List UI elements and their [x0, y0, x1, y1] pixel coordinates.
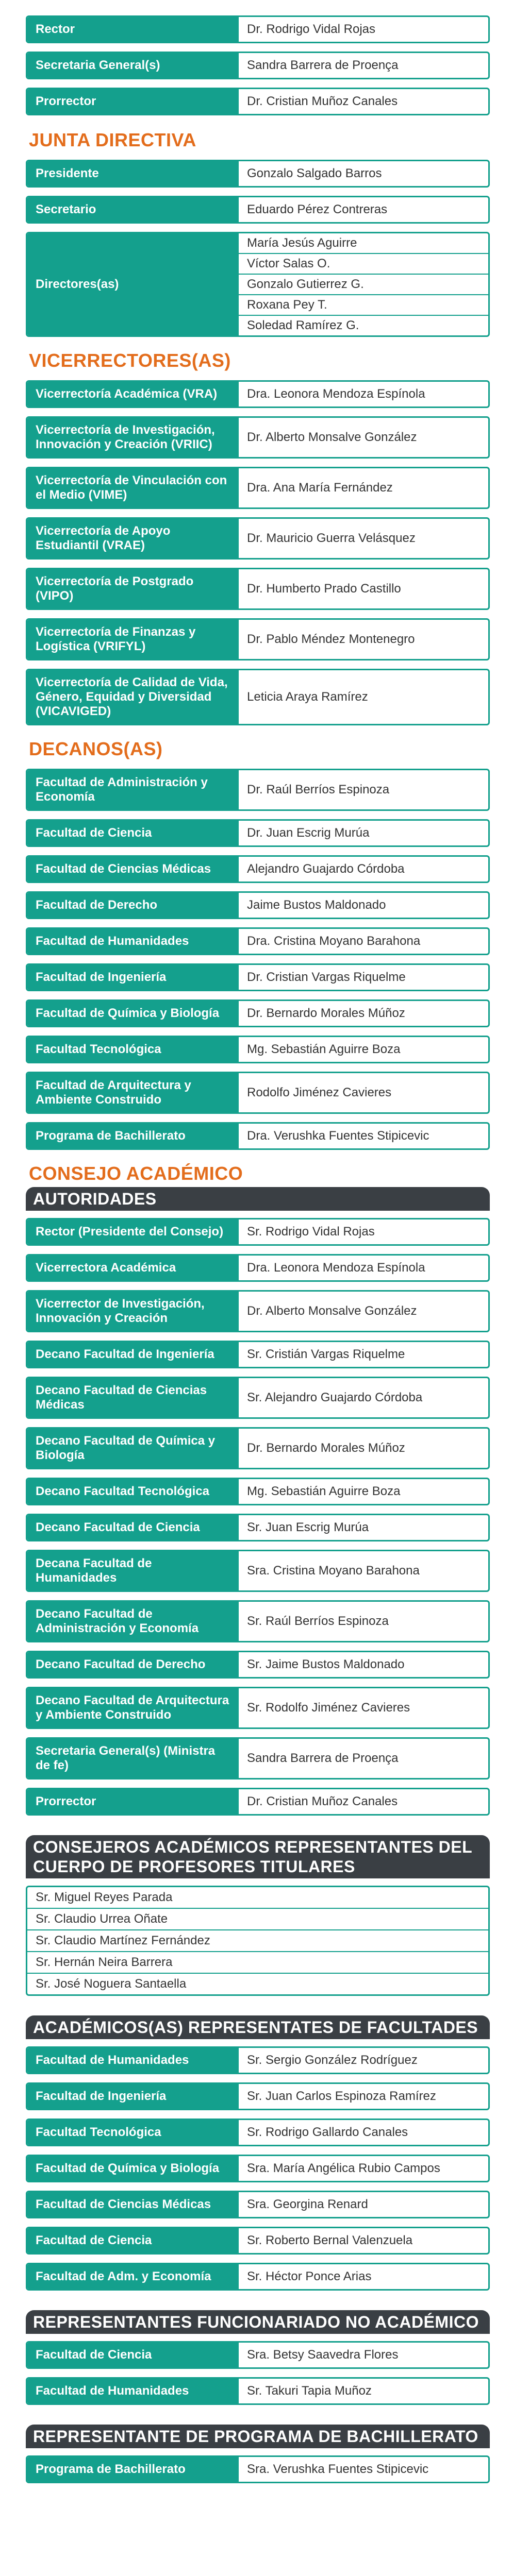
role-label: Rector — [27, 17, 239, 42]
authority-row — [26, 15, 490, 43]
junta-directiva-list — [26, 160, 490, 224]
top-authorities-list — [26, 15, 490, 115]
authorities-directory — [26, 15, 490, 2492]
role-label: Decano Facultad de Ciencias Médicas — [27, 1378, 239, 1417]
directores-label: Directores(as) — [27, 233, 239, 335]
decano-row — [26, 891, 490, 919]
autoridad-row — [26, 1218, 490, 1246]
person-name: Dra. Verushka Fuentes Stipicevic — [247, 1129, 429, 1143]
role-label: Facultad Tecnológica — [27, 2120, 239, 2145]
decano-row — [26, 769, 490, 811]
decanos-title: DECANOS(AS) — [29, 738, 163, 759]
role-label: Secretario — [27, 197, 239, 222]
consejero-name: Sr. Hernán Neira Barrera — [27, 1952, 488, 1974]
academico-row — [26, 2082, 490, 2110]
person-name: Dr. Cristian Muñoz Canales — [247, 94, 398, 108]
person-name: Leticia Araya Ramírez — [247, 690, 368, 704]
person-name: Dr. Bernardo Morales Múñoz — [247, 1006, 405, 1020]
role-label: Decano Facultad de Derecho — [27, 1652, 239, 1677]
vicerrector-row — [26, 568, 490, 610]
person-name: Dr. Alberto Monsalve González — [247, 1304, 417, 1318]
person-name: Sr. Sergio González Rodríguez — [247, 2053, 418, 2067]
role-label: Vicerrectoría de Finanzas y Logística (VRIFYL) — [27, 620, 239, 659]
person-name: Sr. Juan Escrig Murúa — [247, 1520, 369, 1534]
academico-row — [26, 2263, 490, 2291]
funcionario-row — [26, 2341, 490, 2369]
person-name: Dr. Cristian Vargas Riquelme — [247, 970, 406, 984]
person-name: Dr. Humberto Prado Castillo — [247, 582, 401, 596]
person-name: Sr. Roberto Bernal Valenzuela — [247, 2233, 413, 2247]
autoridad-row — [26, 1377, 490, 1419]
consejero-name: Sr. Claudio Martínez Fernández — [27, 1930, 488, 1952]
person-name: Sr. Raúl Berríos Espinoza — [247, 1614, 389, 1628]
person-name: Rodolfo Jiménez Cavieres — [247, 1086, 392, 1099]
person-name: Sra. Cristina Moyano Barahona — [247, 1564, 420, 1578]
role-label: Vicerrectoría de Apoyo Estudiantil (VRAE) — [27, 519, 239, 558]
vicerrector-row — [26, 517, 490, 560]
role-label: Facultad de Química y Biología — [27, 2156, 239, 2181]
role-label: Vicerrector de Investigación, Innovación y Creación — [27, 1292, 239, 1331]
role-label: Decano Facultad de Ciencia — [27, 1515, 239, 1540]
directores-row — [26, 232, 490, 337]
role-label: Facultad de Ciencias Médicas — [27, 857, 239, 882]
person-name: Sr. Cristián Vargas Riquelme — [247, 1347, 405, 1361]
role-label: Decano Facultad de Arquitectura y Ambiente Construido — [27, 1688, 239, 1727]
autoridad-row — [26, 1600, 490, 1642]
autoridad-row — [26, 1550, 490, 1592]
bachillerato-row — [26, 2455, 490, 2483]
director-name: Gonzalo Gutierrez G. — [239, 275, 488, 295]
role-label: Vicerrectora Académica — [27, 1256, 239, 1280]
bachillerato-list — [26, 2455, 490, 2483]
autoridades-header: AUTORIDADES — [26, 1187, 490, 1211]
person-name: Dra. Leonora Mendoza Espínola — [247, 387, 425, 401]
autoridad-row — [26, 1788, 490, 1816]
person-name: Dra. Cristina Moyano Barahona — [247, 934, 421, 948]
vicerrector-row — [26, 467, 490, 509]
decano-row — [26, 963, 490, 991]
funcionario-row — [26, 2377, 490, 2405]
person-name: Sr. Takuri Tapia Muñoz — [247, 2384, 372, 2398]
decano-row — [26, 855, 490, 883]
role-label: Decano Facultad de Ingeniería — [27, 1342, 239, 1367]
junta-row — [26, 160, 490, 188]
role-label: Programa de Bachillerato — [27, 2457, 239, 2482]
autoridad-row — [26, 1290, 490, 1332]
decano-row — [26, 999, 490, 1027]
role-label: Decana Facultad de Humanidades — [27, 1551, 239, 1590]
person-name: Sr. Jaime Bustos Maldonado — [247, 1657, 405, 1671]
role-label: Secretaria General(s) — [27, 53, 239, 78]
role-label: Facultad de Arquitectura y Ambiente Construido — [27, 1073, 239, 1112]
role-label: Prorrector — [27, 89, 239, 114]
role-label: Decano Facultad Tecnológica — [27, 1479, 239, 1504]
decanos-list — [26, 769, 490, 1150]
academicos-list — [26, 2046, 490, 2291]
vicerrector-row — [26, 618, 490, 660]
role-label: Facultad de Derecho — [27, 893, 239, 918]
person-name: Mg. Sebastián Aguirre Boza — [247, 1042, 401, 1056]
person-name: Dr. Bernardo Morales Múñoz — [247, 1441, 405, 1455]
role-label: Vicerrectoría de Vinculación con el Medio (VIME) — [27, 468, 239, 507]
role-label: Facultad de Química y Biología — [27, 1001, 239, 1026]
vicerrectores-title: VICERRECTORES(AS) — [29, 350, 231, 371]
authority-row — [26, 88, 490, 115]
director-name: Víctor Salas O. — [239, 254, 488, 275]
person-name: Sandra Barrera de Proença — [247, 1751, 399, 1765]
role-label: Facultad de Humanidades — [27, 2048, 239, 2073]
funcionariado-list — [26, 2341, 490, 2405]
role-label: Vicerrectoría de Investigación, Innovación y Creación (VRIIC) — [27, 418, 239, 457]
autoridad-row — [26, 1478, 490, 1505]
funcionariado-header: REPRESENTANTES FUNCIONARIADO NO ACADÉMICO — [26, 2310, 490, 2334]
consejeros-header: CONSEJEROS ACADÉMICOS REPRESENTANTES DEL CUERPO DE PROFESORES TITULARES — [26, 1835, 490, 1878]
director-name: Soledad Ramírez G. — [247, 318, 359, 332]
autoridades-list — [26, 1218, 490, 1816]
person-name: Dr. Cristian Muñoz Canales — [247, 1794, 398, 1808]
consejo-academico-title: CONSEJO ACADÉMICO — [29, 1163, 243, 1184]
role-label: Vicerrectoría Académica (VRA) — [27, 382, 239, 406]
autoridad-row — [26, 1737, 490, 1780]
role-label: Secretaria General(s) (Ministra de fe) — [27, 1739, 239, 1778]
director-name: María Jesús Aguirre — [239, 233, 488, 254]
role-label: Facultad de Ingeniería — [27, 2084, 239, 2109]
academico-row — [26, 2227, 490, 2255]
role-label: Facultad de Ciencia — [27, 821, 239, 845]
person-name: Sr. Rodrigo Gallardo Canales — [247, 2125, 408, 2139]
role-label: Facultad de Adm. y Economía — [27, 2264, 239, 2289]
authority-row — [26, 52, 490, 79]
autoridad-row — [26, 1687, 490, 1729]
person-name: Jaime Bustos Maldonado — [247, 898, 386, 912]
role-label: Vicerrectoría de Calidad de Vida, Género, Equidad y Diversidad (VICAVIGED) — [27, 670, 239, 724]
consejeros-list — [26, 1886, 490, 1996]
role-label: Prorrector — [27, 1789, 239, 1814]
academico-row — [26, 2155, 490, 2182]
role-label: Decano Facultad de Química y Biología — [27, 1429, 239, 1468]
person-name: Sra. María Angélica Rubio Campos — [247, 2161, 440, 2175]
person-name: Sr. Juan Carlos Espinoza Ramírez — [247, 2089, 436, 2103]
academico-row — [26, 2046, 490, 2074]
junta-directiva-title: JUNTA DIRECTIVA — [29, 129, 196, 150]
junta-row — [26, 196, 490, 224]
person-name: Sr. Alejandro Guajardo Córdoba — [247, 1391, 423, 1404]
vicerrectores-list — [26, 380, 490, 725]
autoridad-row — [26, 1427, 490, 1469]
bachillerato-header: REPRESENTANTE DE PROGRAMA DE BACHILLERATO — [26, 2425, 490, 2448]
person-name: Sr. Rodrigo Vidal Rojas — [247, 1225, 375, 1239]
person-name: Gonzalo Salgado Barros — [247, 166, 382, 180]
decano-row — [26, 1072, 490, 1114]
role-label: Facultad de Humanidades — [27, 929, 239, 954]
autoridad-row — [26, 1651, 490, 1679]
vicerrector-row — [26, 380, 490, 408]
person-name: Dr. Alberto Monsalve González — [247, 430, 417, 444]
autoridad-row — [26, 1514, 490, 1541]
person-name: Eduardo Pérez Contreras — [247, 202, 388, 216]
role-label: Decano Facultad de Administración y Economía — [27, 1602, 239, 1641]
person-name: Alejandro Guajardo Córdoba — [247, 862, 405, 876]
role-label: Facultad de Humanidades — [27, 2379, 239, 2403]
vicerrector-row — [26, 416, 490, 459]
person-name: Dr. Mauricio Guerra Velásquez — [247, 531, 416, 545]
person-name: Dr. Raúl Berríos Espinoza — [247, 783, 390, 796]
person-name: Dr. Juan Escrig Murúa — [247, 826, 370, 840]
autoridad-row — [26, 1254, 490, 1282]
role-label: Vicerrectoría de Postgrado (VIPO) — [27, 569, 239, 608]
person-name: Sra. Verushka Fuentes Stipicevic — [247, 2462, 429, 2476]
role-label: Rector (Presidente del Consejo) — [27, 1219, 239, 1244]
role-label: Facultad Tecnológica — [27, 1037, 239, 1062]
person-name: Dra. Ana María Fernández — [247, 481, 393, 495]
role-label: Facultad de Ciencia — [27, 2228, 239, 2253]
person-name: Sr. Héctor Ponce Arias — [247, 2269, 372, 2283]
decano-row — [26, 927, 490, 955]
directores-list — [239, 233, 488, 335]
decano-row — [26, 1036, 490, 1063]
role-label: Facultad de Administración y Economía — [27, 770, 239, 809]
person-name: Dr. Pablo Méndez Montenegro — [247, 632, 415, 646]
person-name: Sra. Georgina Renard — [247, 2197, 368, 2211]
academico-row — [26, 2191, 490, 2218]
role-label: Presidente — [27, 161, 239, 186]
role-label: Facultad de Ciencia — [27, 2343, 239, 2367]
role-label: Facultad de Ciencias Médicas — [27, 2192, 239, 2217]
academicos-header: ACADÉMICOS(AS) REPRESENTATES DE FACULTADES — [26, 2015, 490, 2039]
person-name: Sra. Betsy Saavedra Flores — [247, 2348, 399, 2362]
consejero-name: Sr. Miguel Reyes Parada — [27, 1887, 488, 1909]
person-name: Dra. Leonora Mendoza Espínola — [247, 1261, 425, 1275]
autoridad-row — [26, 1341, 490, 1368]
decano-row — [26, 819, 490, 847]
academico-row — [26, 2119, 490, 2146]
role-label: Programa de Bachillerato — [27, 1124, 239, 1148]
consejero-name: Sr. Claudio Urrea Oñate — [27, 1909, 488, 1930]
person-name: Sandra Barrera de Proença — [247, 58, 399, 72]
role-label: Facultad de Ingeniería — [27, 965, 239, 990]
person-name: Sr. Rodolfo Jiménez Cavieres — [247, 1701, 410, 1715]
person-name: Mg. Sebastián Aguirre Boza — [247, 1484, 401, 1498]
consejero-name: Sr. José Noguera Santaella — [36, 1977, 187, 1991]
director-name: Roxana Pey T. — [239, 295, 488, 316]
decano-row — [26, 1122, 490, 1150]
person-name: Dr. Rodrigo Vidal Rojas — [247, 22, 376, 36]
vicerrector-row — [26, 669, 490, 725]
